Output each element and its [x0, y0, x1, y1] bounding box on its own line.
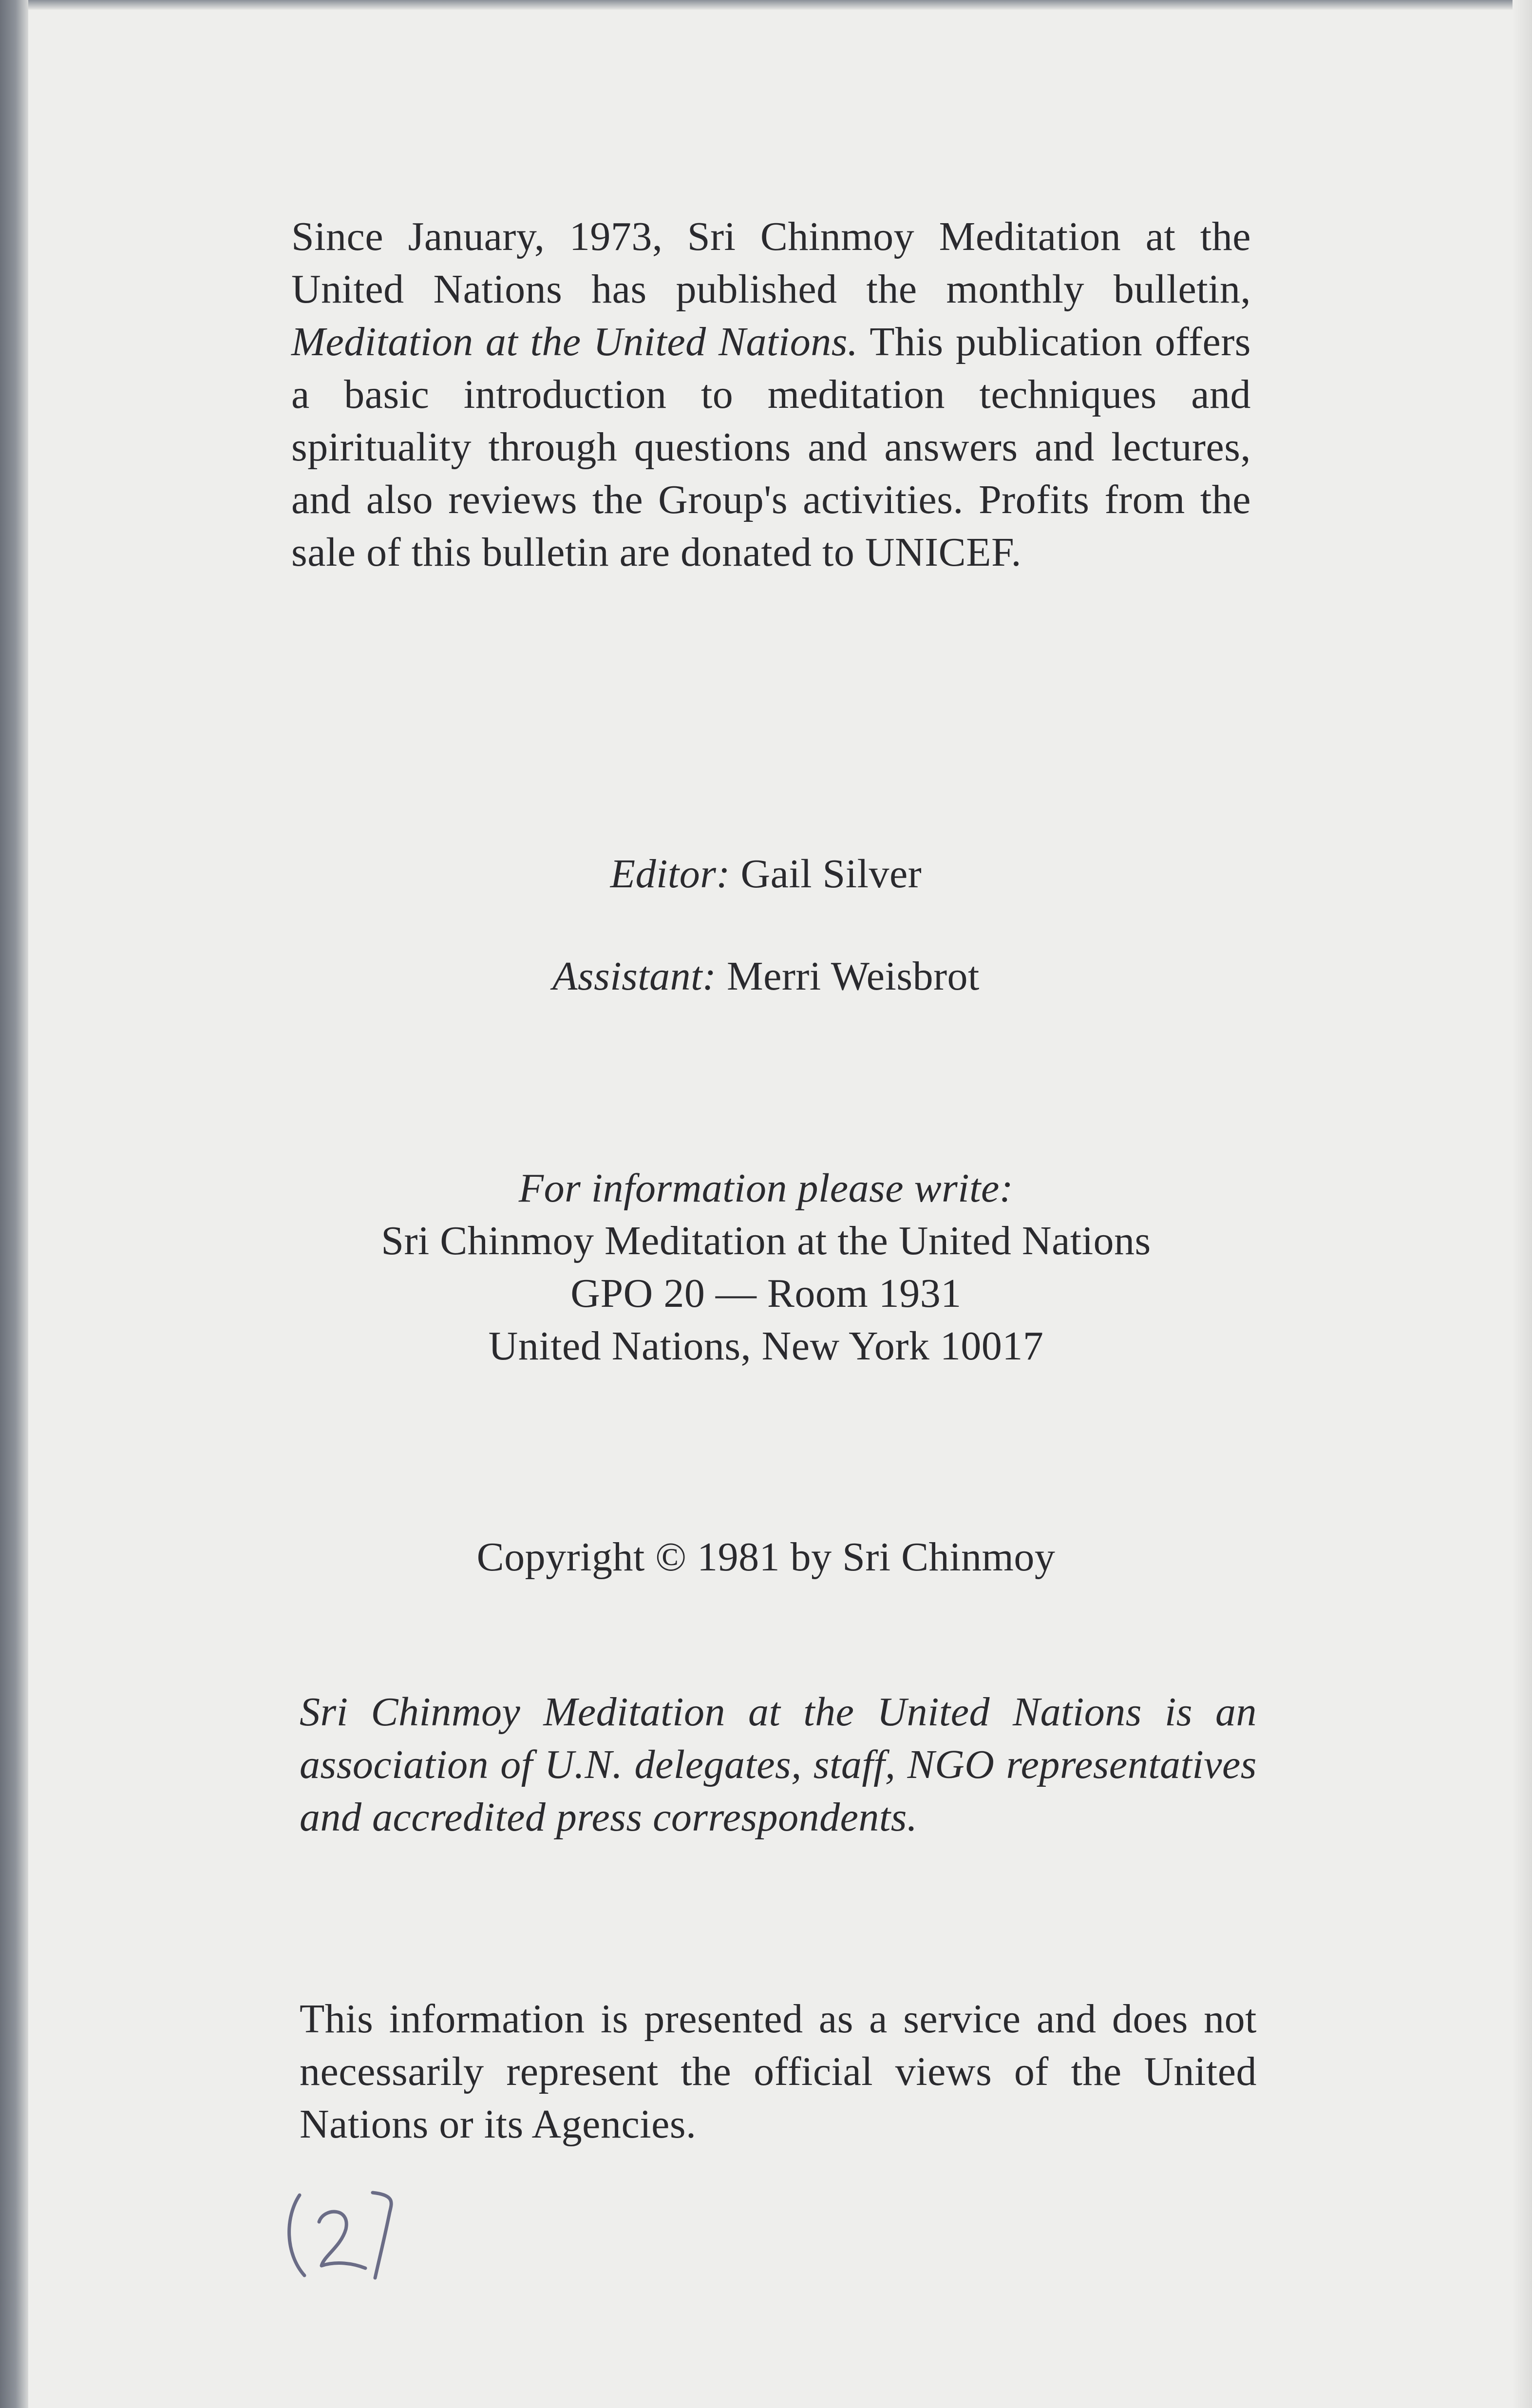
editor-name: Gail Silver: [740, 851, 922, 897]
contact-organization: Sri Chinmoy Meditation at the United Nations: [381, 1218, 1151, 1263]
handwritten-page-number: [273, 2183, 409, 2285]
bulletin-title: Meditation at the United Nations.: [291, 319, 858, 364]
contact-address: [0, 1162, 1532, 1373]
assistant-label: Assistant:: [552, 954, 717, 999]
scan-top-edge: [0, 0, 1532, 10]
disclaimer-paragraph: This information is presented as a service and does not necessarily represent the official views of the United Nations or its Agencies.: [300, 1996, 1257, 2147]
copyright-notice: Copyright © 1981 by Sri Chinmoy: [476, 1534, 1056, 1580]
assistant-credit: [0, 950, 1532, 1003]
contact-room: GPO 20 — Room 1931: [570, 1271, 962, 1316]
editor-label: Editor:: [610, 851, 730, 897]
editor-credit: [0, 848, 1532, 900]
intro-text-end: This publication offers a basic introduction to meditation techniques and spirituality through questions and answers and lectures, and also reviews the Group's activities. Profits from the sale of this bulletin are donated to UNICEF.: [291, 319, 1251, 575]
contact-city: United Nations, New York 10017: [488, 1323, 1044, 1369]
association-statement: Sri Chinmoy Meditation at the United Nations is an association of U.N. delegates, staff, NGO representatives and accredited press correspondents.: [300, 1689, 1257, 1840]
contact-heading: For information please write:: [518, 1166, 1014, 1211]
assistant-name: Merri Weisbrot: [726, 954, 980, 999]
intro-paragraph: [291, 210, 1251, 579]
intro-text-start: Since January, 1973, Sri Chinmoy Meditation at the United Nations has published the monthly bulletin,: [291, 214, 1251, 312]
